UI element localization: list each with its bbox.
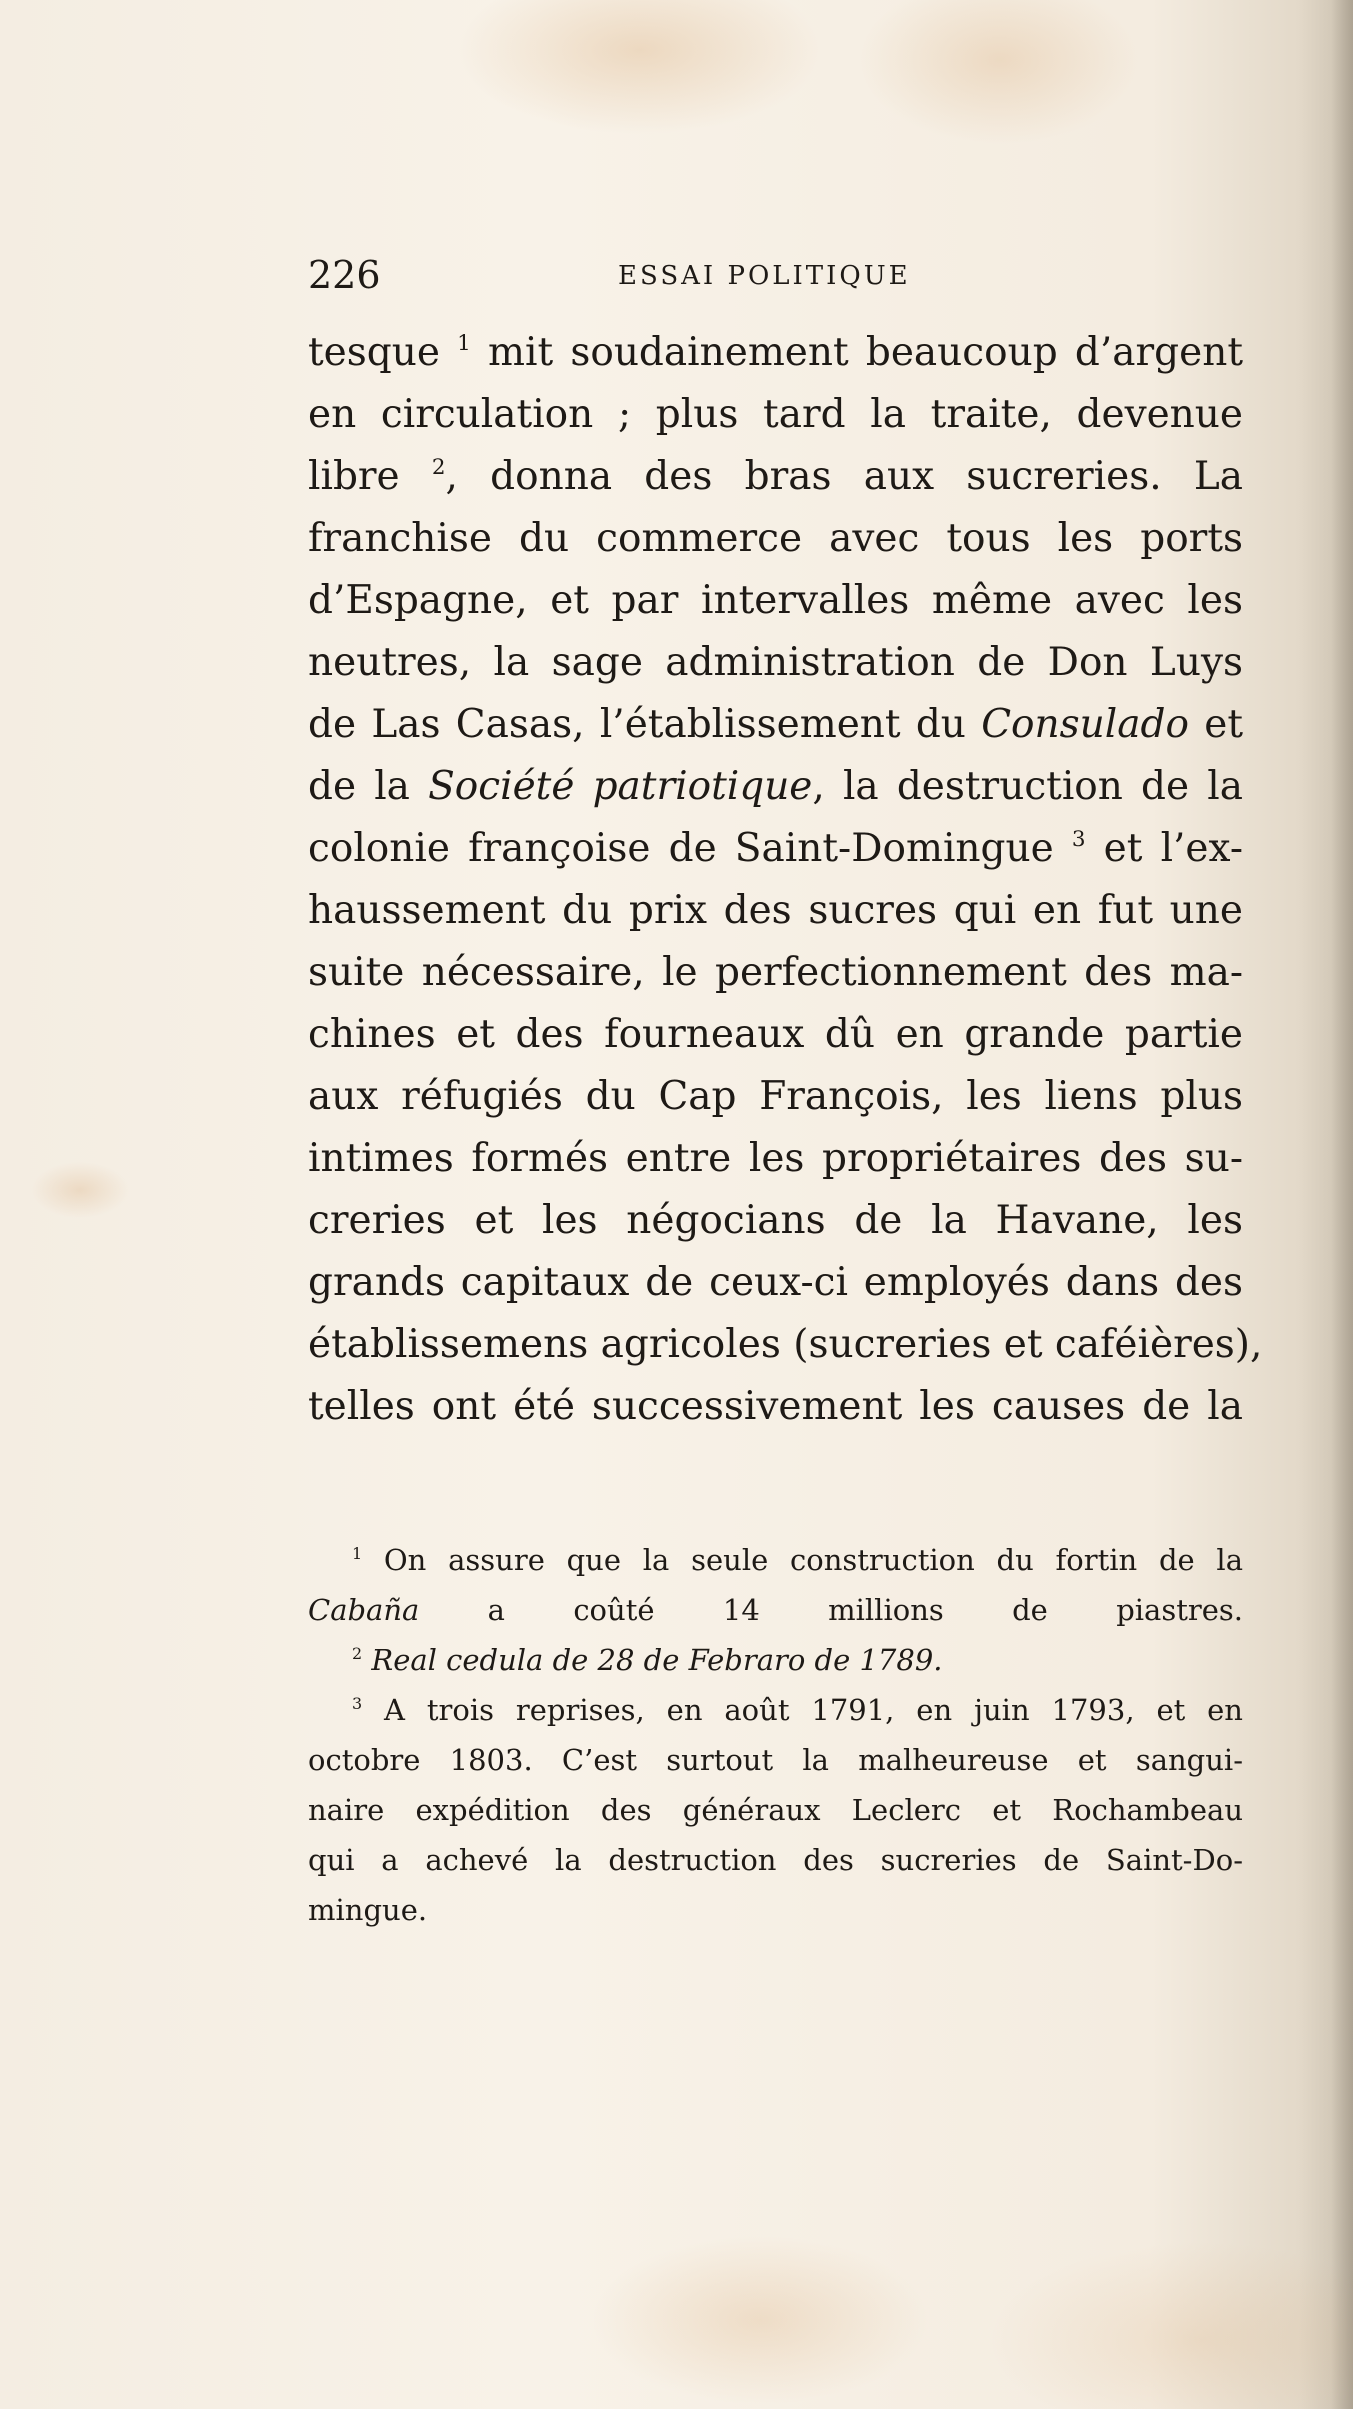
text-line: neutres, la sage administration de Don Luys <box>308 640 1243 685</box>
text-line: colonie françoise de Saint-Domingue $^3$ et l’ex- <box>308 826 1244 871</box>
footnote-3-cont: octobre 1803. C’est surtout la malheureuse et sangui- <box>308 1743 1243 1777</box>
italic-term: Société patriotique <box>428 764 813 809</box>
footnote-marker: 2 <box>352 1643 363 1663</box>
footnote-2 <box>308 1635 1243 1685</box>
text-line: de la Société patriotique, la destruction de la <box>308 764 1243 809</box>
footnote-marker: 1 <box>352 1543 363 1563</box>
footnote-ref[interactable]: 3 <box>1071 827 1086 852</box>
running-head <box>308 252 1238 298</box>
footnote-1: $^1$ On assure que la seule construction du fortin de la <box>352 1543 1243 1577</box>
footnote-ref[interactable]: 1 <box>457 331 471 356</box>
body-text <box>308 322 1263 1438</box>
italic-term: Real cedula de 28 de Febraro de 1789. <box>362 1643 943 1677</box>
text-line: suite nécessaire, le perfectionnement des ma- <box>308 950 1243 995</box>
footnote-3-cont: naire expédition des généraux Leclerc et Rochambeau <box>308 1793 1243 1827</box>
text-line: creries et les négocians de la Havane, les <box>308 1198 1243 1243</box>
text-line: telles ont été successivement les causes de la <box>308 1384 1243 1429</box>
text-line: tesque $^1$ mit soudainement beaucoup d’argent <box>308 330 1243 375</box>
text-line: de Las Casas, l’établissement du Consulado et <box>308 702 1244 747</box>
footnote-3: $^3$ A trois reprises, en août 1791, en juin 1793, et en <box>352 1693 1243 1727</box>
running-title: ESSAI POLITIQUE <box>618 261 911 291</box>
text-line: d’Espagne, et par intervalles même avec les <box>308 578 1243 623</box>
text-line: libre $^2$, donna des bras aux sucreries. La <box>308 454 1243 499</box>
text-line: grands capitaux de ceux-ci employés dans des <box>308 1260 1243 1305</box>
text-line: établissemens agricoles (sucreries et caféières), <box>308 1322 1263 1367</box>
footnote-3-cont: qui a achevé la destruction des sucreries de Saint-Do- <box>308 1843 1243 1877</box>
text-line: aux réfugiés du Cap François, les liens plus <box>308 1074 1243 1119</box>
text-line: en circulation ; plus tard la traite, devenue <box>308 392 1243 437</box>
footnote-ref[interactable]: 2 <box>431 455 446 480</box>
text-line: franchise du commerce avec tous les ports <box>308 516 1243 561</box>
italic-term: Consulado <box>981 702 1189 747</box>
footnotes <box>308 1535 1243 1935</box>
page-number: 226 <box>308 253 381 297</box>
page-gutter-shadow <box>1331 0 1353 2409</box>
text-line: haussement du prix des sucres qui en fut une <box>308 888 1243 933</box>
italic-term: Cabaña <box>308 1593 420 1627</box>
text-line: intimes formés entre les propriétaires des su- <box>308 1136 1243 1181</box>
footnote-marker: 3 <box>352 1693 363 1713</box>
footnote-3-cont: mingue. <box>308 1893 428 1927</box>
text-line: chines et des fourneaux dû en grande partie <box>308 1012 1243 1057</box>
footnote-1-cont: Cabaña a coûté 14 millions de piastres. <box>308 1593 1243 1627</box>
